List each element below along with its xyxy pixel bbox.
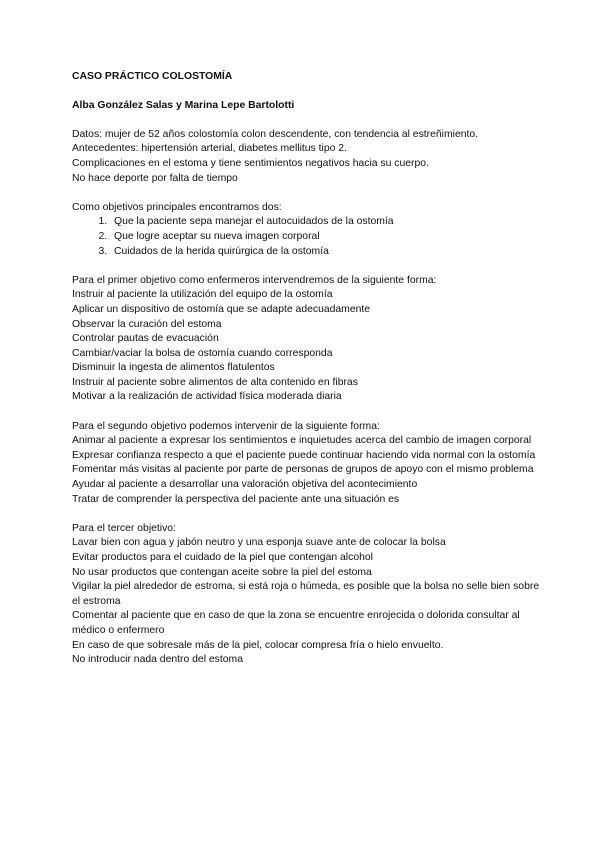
intervention-item: Evitar productos para el cuidado de la piel que contengan alcohol <box>72 552 373 563</box>
intervention-item: Fomentar más visitas al paciente por parte de personas de grupos de apoyo con el mismo problema <box>72 464 534 476</box>
first-objective-intro: Para el primer objetivo como enfermeros intervendremos de la siguiente forma: <box>72 274 437 286</box>
intervention-item: Observar la curación del estoma <box>72 318 222 330</box>
intervention-item: Cambiar/vaciar la bolsa de ostomía cuando corresponda <box>72 347 333 359</box>
intervention-item: Disminuir la ingesta de alimentos flatulentos <box>72 362 275 374</box>
document-authors: Alba González Salas y Marina Lepe Bartolotti <box>72 99 295 111</box>
intervention-item: Instruir al paciente sobre alimentos de alta contenido en fibras <box>72 376 358 388</box>
objectives-section <box>72 201 542 259</box>
intervention-item: Expresar confianza respecto a que el paciente puede continuar haciendo vida normal con la ostomía <box>72 449 536 461</box>
data-line: Datos: mujer de 52 años colostomía colon descendente, con tendencia al estreñimiento. <box>72 128 479 140</box>
intervention-item: No usar productos que contengan aceite sobre la piel del estoma <box>72 566 372 578</box>
document-page <box>72 70 542 668</box>
intervention-item: Controlar pautas de evacuación <box>72 333 219 345</box>
document-title: CASO PRÁCTICO COLOSTOMÍA <box>72 71 233 82</box>
intervention-item: Animar al paciente a expresar los sentimientos e inquietudes acerca del cambio de imagen corporal <box>72 435 532 447</box>
objective-item: 2. Que logre aceptar su nueva imagen corporal <box>110 230 542 245</box>
second-objective-section <box>72 420 542 508</box>
objective-item: 1. Que la paciente sepa manejar el autocuidados de la ostomía <box>110 215 542 230</box>
intervention-item: No introducir nada dentro del estoma <box>72 654 243 666</box>
intervention-item: Vigilar la piel alrededor de estroma, si está roja o húmeda, es posible que la bolsa no selle bien sobre el estroma <box>72 581 540 607</box>
second-objective-intro: Para el segundo objetivo podemos intervenir de la siguiente forma: <box>72 420 380 432</box>
intervention-item: Motivar a la realización de actividad física moderada diaria <box>72 391 342 403</box>
intervention-item: Instruir al paciente la utilización del equipo de la ostomía <box>72 289 333 301</box>
intervention-item: Comentar al paciente que en caso de que la zona se encuentre enrojecida o dolorida consultar al médico o enfermero <box>72 610 520 636</box>
data-line: No hace deporte por falta de tiempo <box>72 172 238 184</box>
third-objective-section <box>72 522 542 668</box>
objectives-list <box>72 215 542 259</box>
patient-data-section <box>72 128 542 186</box>
third-objective-intro: Para el tercer objetivo: <box>72 522 176 534</box>
intervention-item: Tratar de comprender la perspectiva del paciente ante una situación es <box>72 493 400 505</box>
intervention-item: Ayudar al paciente a desarrollar una valoración objetiva del acontecimiento <box>72 479 418 491</box>
objectives-intro: Como objetivos principales encontramos dos: <box>72 201 282 213</box>
data-line: Complicaciones en el estoma y tiene sentimientos negativos hacia su cuerpo. <box>72 157 429 169</box>
first-objective-section <box>72 274 542 405</box>
intervention-item: En caso de que sobresale más de la piel, colocar compresa fría o hielo envuelto. <box>72 639 444 651</box>
intervention-item: Lavar bien con agua y jabón neutro y una esponja suave ante de colocar la bolsa <box>72 537 446 549</box>
intervention-item: Aplicar un dispositivo de ostomía que se adapte adecuadamente <box>72 303 371 315</box>
data-line: Antecedentes: hipertensión arterial, diabetes mellitus tipo 2. <box>72 143 347 155</box>
objective-item: 3. Cuidados de la herida quirúrgica de la ostomía <box>110 245 542 260</box>
